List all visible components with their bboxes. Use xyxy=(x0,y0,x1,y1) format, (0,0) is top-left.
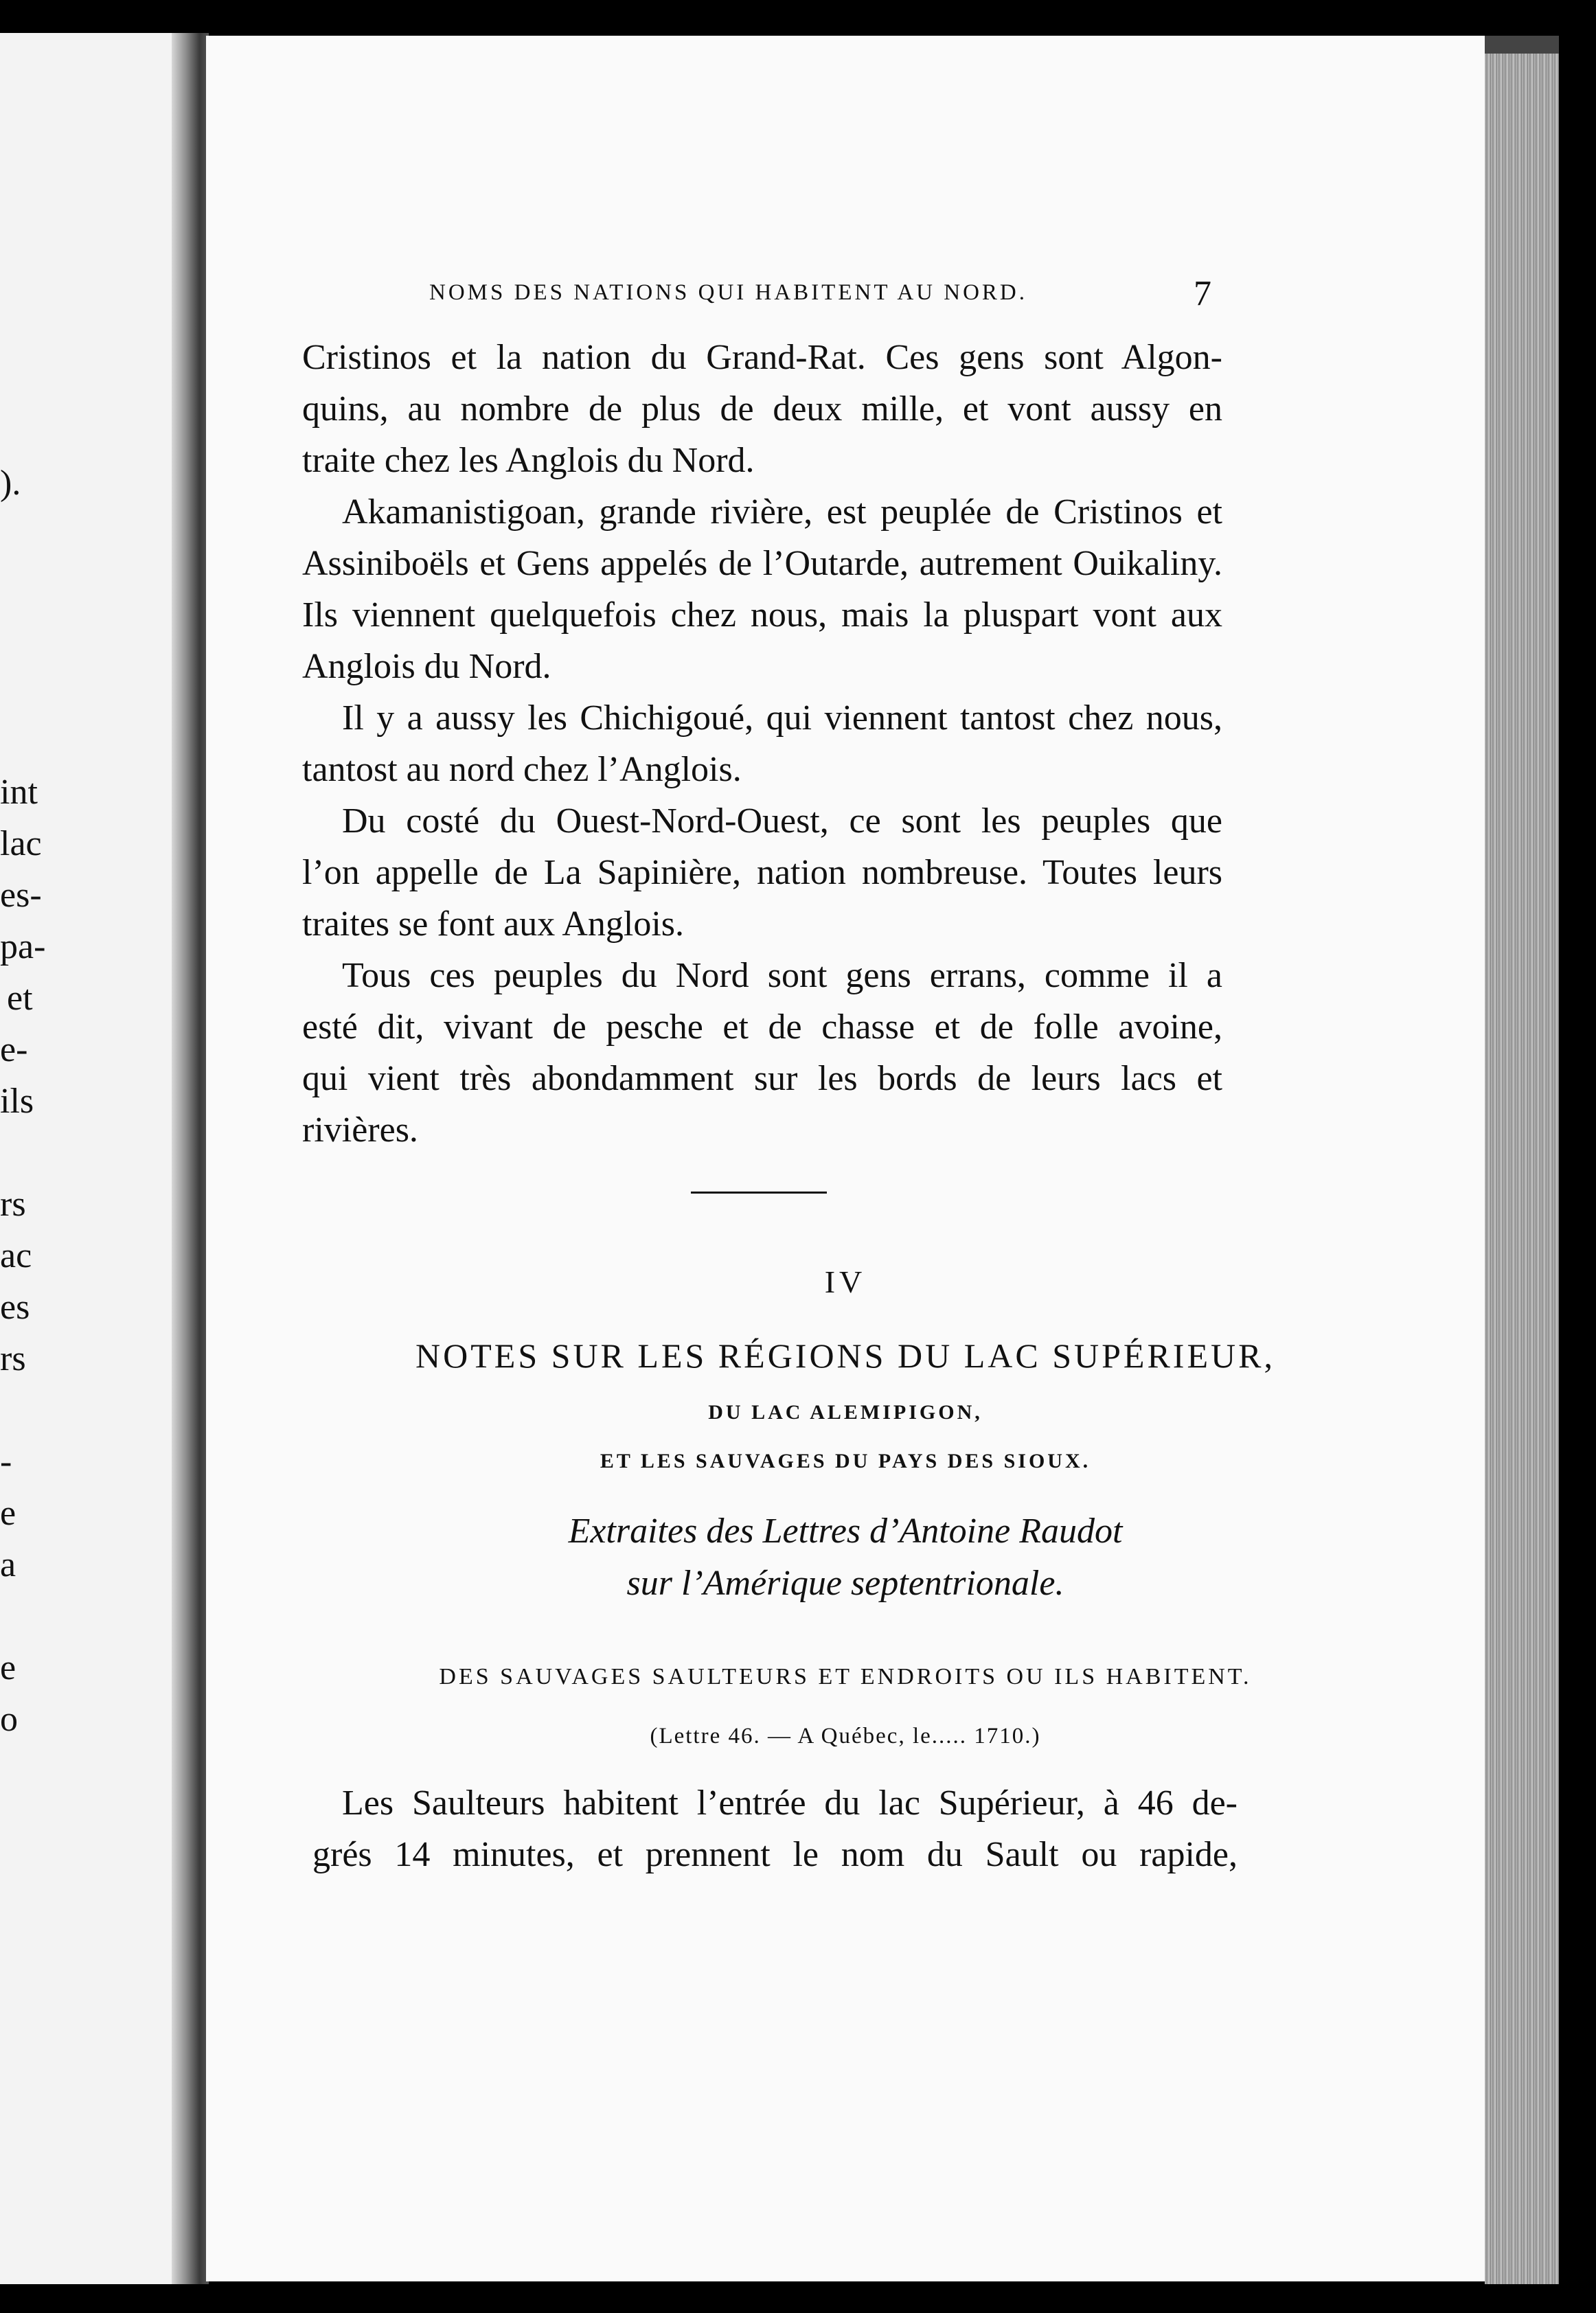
text-line: grés 14 minutes, et prennent le nom du Sault ou rapide, xyxy=(312,1835,1238,1874)
text-line: l’on appelle de La Sapinière, nation nombreuse. Toutes leurs xyxy=(302,853,1222,892)
left-fragment: ils xyxy=(0,1082,34,1121)
book-gutter xyxy=(172,33,209,2284)
left-fragment: e xyxy=(0,1494,16,1533)
section-divider xyxy=(691,1192,827,1194)
subheading: DES SAUVAGES SAULTEURS ET ENDROITS OU ILS HABITENT. xyxy=(439,1664,1252,1689)
text-line: Du costé du Ouest-Nord-Ouest, ce sont les peuples que xyxy=(342,801,1222,841)
left-fragment: o xyxy=(0,1700,18,1739)
left-fragment: lac xyxy=(0,824,42,863)
left-fragment: es xyxy=(0,1288,30,1327)
text-line: Akamanistigoan, grande rivière, est peuplée de Cristinos et xyxy=(342,492,1222,532)
left-fragment: e- xyxy=(0,1030,28,1069)
previous-page-sliver xyxy=(0,33,180,2284)
section-title: NOTES SUR LES RÉGIONS DU LAC SUPÉRIEUR, xyxy=(415,1336,1275,1375)
left-fragment: es- xyxy=(0,876,42,915)
section-number: IV xyxy=(824,1264,867,1299)
page-edges xyxy=(1485,54,1559,2284)
left-fragment: a xyxy=(0,1545,16,1584)
left-fragment: pa- xyxy=(0,927,46,966)
left-fragment: rs xyxy=(0,1185,26,1224)
text-line: Il y a aussy les Chichigoué, qui viennent tantost chez nous, xyxy=(342,698,1222,738)
text-line: quins, au nombre de plus de deux mille, et vont aussy en xyxy=(302,389,1222,429)
left-fragment: int xyxy=(0,773,38,812)
text-line: Anglois du Nord. xyxy=(302,647,551,686)
text-line: Tous ces peuples du Nord sont gens errans, comme il a xyxy=(342,956,1222,995)
left-fragment: ). xyxy=(0,464,21,503)
text-line: traite chez les Anglois du Nord. xyxy=(302,441,755,480)
text-line: tantost au nord chez l’Anglois. xyxy=(302,750,742,789)
text-line: esté dit, vivant de pesche et de chasse et de folle avoine, xyxy=(302,1007,1222,1047)
text-line: Assiniboëls et Gens appelés de l’Outarde, autrement Ouikaliny. xyxy=(302,544,1222,583)
text-line: Ils viennent quelquefois chez nous, mais la pluspart vont aux xyxy=(302,595,1222,635)
text-line: rivières. xyxy=(302,1110,418,1150)
section-subtitle: ET LES SAUVAGES DU PAYS DES SIOUX. xyxy=(600,1450,1091,1472)
letter-reference: (Lettre 46. — A Québec, le..... 1710.) xyxy=(650,1724,1041,1748)
page-number: 7 xyxy=(1194,274,1211,313)
text-line: traites se font aux Anglois. xyxy=(302,904,685,944)
section-attribution: Extraites des Lettres d’Antoine Raudot xyxy=(568,1512,1123,1551)
section-subtitle: DU LAC ALEMIPIGON, xyxy=(708,1401,983,1424)
left-fragment: - xyxy=(0,1442,12,1481)
left-fragment: rs xyxy=(0,1339,26,1378)
section-attribution: sur l’Amérique septentrionale. xyxy=(626,1564,1064,1603)
running-head: NOMS DES NATIONS QUI HABITENT AU NORD. xyxy=(429,280,1027,305)
text-line: Cristinos et la nation du Grand-Rat. Ces gens sont Algon- xyxy=(302,338,1222,377)
text-line: qui vient très abondamment sur les bords de leurs lacs et xyxy=(302,1059,1222,1098)
left-fragment: e xyxy=(0,1648,16,1687)
text-line: Les Saulteurs habitent l’entrée du lac Supérieur, à 46 de- xyxy=(342,1784,1238,1823)
left-fragment: et xyxy=(7,979,33,1018)
left-fragment: ac xyxy=(0,1236,32,1275)
